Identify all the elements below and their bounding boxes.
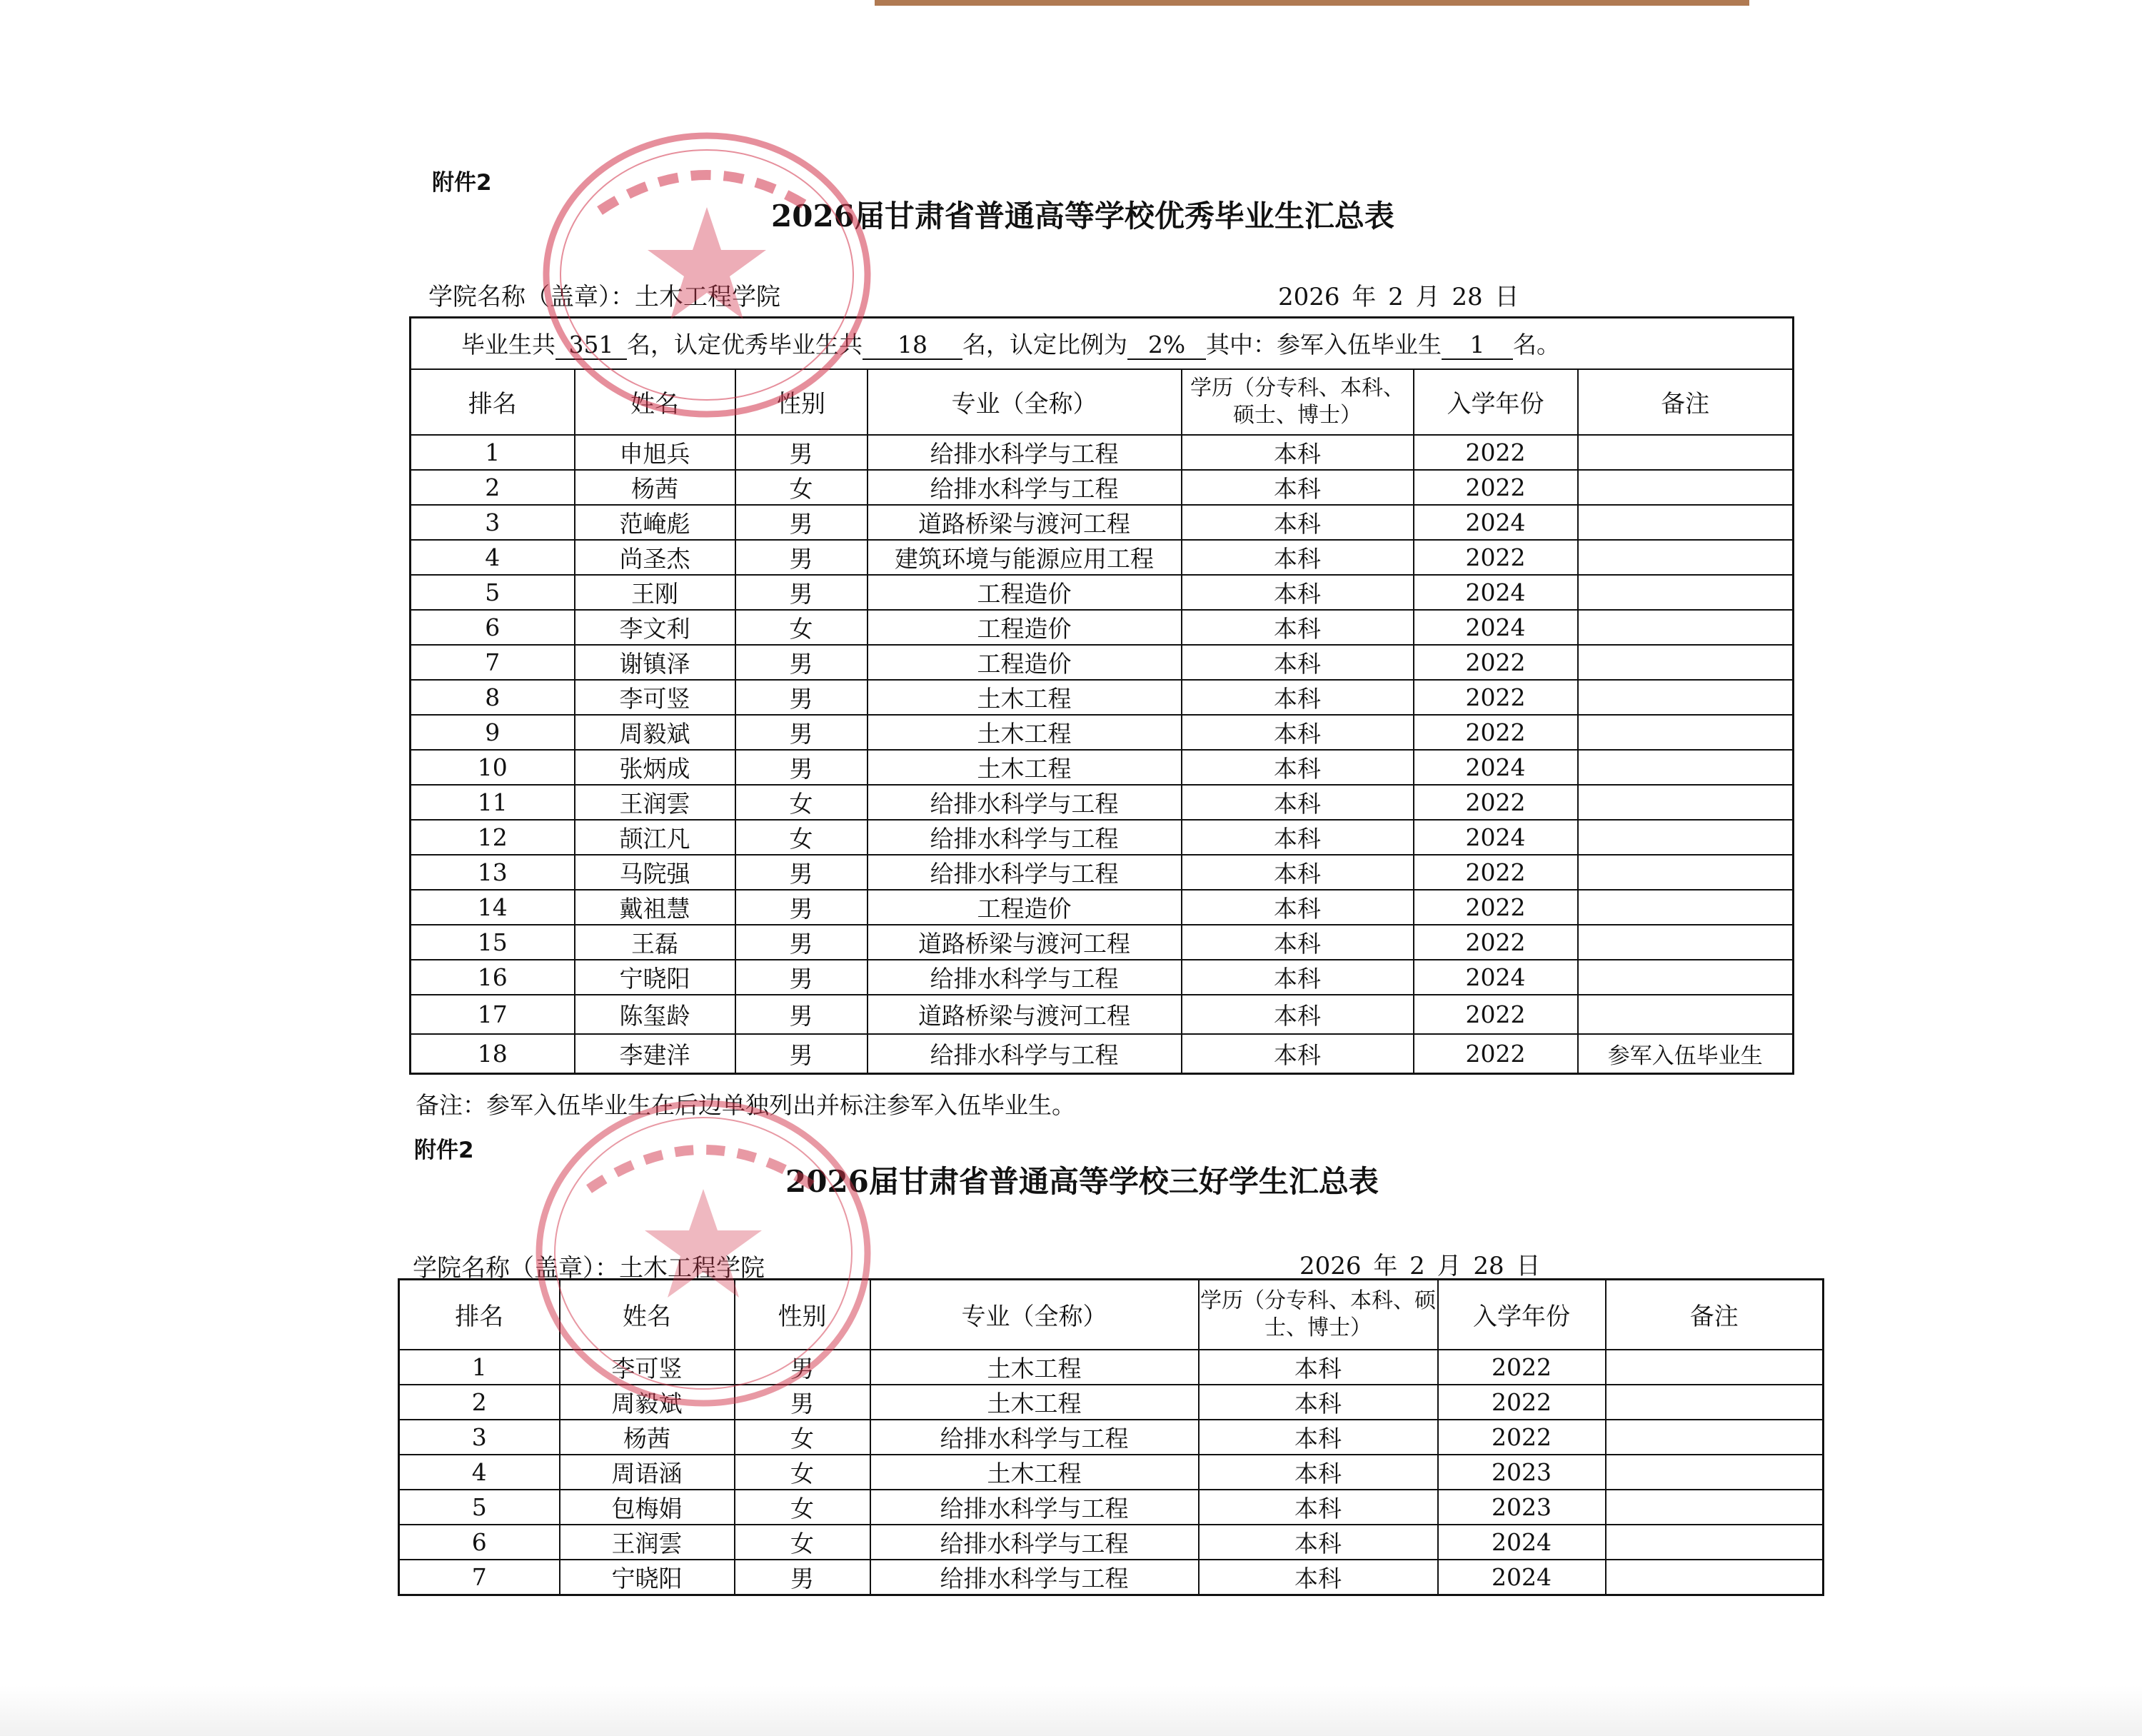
cell-rank: 17 — [411, 995, 575, 1034]
header-row — [411, 369, 1794, 435]
header-name: 姓名 — [575, 369, 735, 435]
cell-degree: 本科 — [1182, 855, 1414, 890]
cell-remark — [1578, 680, 1794, 715]
cell-enroll-year: 2024 — [1438, 1525, 1606, 1560]
cell-enroll-year: 2022 — [1414, 540, 1578, 575]
cell-rank: 11 — [411, 785, 575, 820]
table-row — [399, 1350, 1824, 1385]
military-count: 1 — [1442, 331, 1513, 360]
doc1-college — [428, 277, 780, 312]
cell-student-name: 杨茜 — [575, 470, 735, 505]
cell-enroll-year: 2022 — [1414, 855, 1578, 890]
date-day: 28 — [1473, 1252, 1504, 1280]
table-row — [411, 505, 1794, 540]
cell-degree: 本科 — [1182, 960, 1414, 995]
cell-degree: 本科 — [1182, 645, 1414, 680]
cell-degree: 本科 — [1199, 1525, 1438, 1560]
cell-major: 给排水科学与工程 — [868, 435, 1182, 470]
date-day-unit: 日 — [1494, 283, 1519, 311]
cell-gender: 女 — [735, 1420, 870, 1455]
cell-gender: 男 — [735, 575, 868, 610]
cell-remark — [1578, 505, 1794, 540]
cell-major: 给排水科学与工程 — [870, 1420, 1199, 1455]
doc2-title: 2026届甘肃省普通高等学校三好学生汇总表 — [785, 1164, 1379, 1199]
table-row — [411, 575, 1794, 610]
cell-major: 工程造价 — [868, 575, 1182, 610]
cell-rank: 18 — [411, 1034, 575, 1074]
table-row — [411, 995, 1794, 1034]
summary-text: 毕业生共 — [461, 331, 555, 359]
cell-rank: 4 — [399, 1455, 560, 1490]
cell-rank: 15 — [411, 925, 575, 960]
cell-remark — [1606, 1490, 1824, 1525]
cell-major: 土木工程 — [868, 750, 1182, 785]
cell-rank: 4 — [411, 540, 575, 575]
cell-student-name: 范崦彪 — [575, 505, 735, 540]
cell-student-name: 李可竖 — [560, 1350, 735, 1385]
cell-enroll-year: 2022 — [1438, 1350, 1606, 1385]
cell-major: 给排水科学与工程 — [870, 1560, 1199, 1595]
cell-enroll-year: 2022 — [1414, 890, 1578, 925]
cell-major: 给排水科学与工程 — [868, 855, 1182, 890]
cell-rank: 1 — [411, 435, 575, 470]
cell-gender: 男 — [735, 540, 868, 575]
cell-rank: 12 — [411, 820, 575, 855]
cell-student-name: 王润雲 — [560, 1525, 735, 1560]
table-row — [411, 1034, 1794, 1074]
cell-gender: 女 — [735, 1455, 870, 1490]
cell-gender: 男 — [735, 1560, 870, 1595]
cell-remark — [1578, 890, 1794, 925]
cell-gender: 男 — [735, 435, 868, 470]
cell-rank: 2 — [399, 1385, 560, 1420]
cell-student-name: 宁晓阳 — [560, 1560, 735, 1595]
header-row — [399, 1280, 1824, 1350]
cell-rank: 7 — [411, 645, 575, 680]
cell-major: 土木工程 — [868, 715, 1182, 750]
table-row — [411, 540, 1794, 575]
cell-gender: 男 — [735, 1034, 868, 1074]
college-name: 土木工程学院 — [619, 1254, 765, 1283]
table-row — [411, 785, 1794, 820]
page-bottom-shadow — [0, 1685, 2142, 1736]
graduate-total: 351 — [555, 331, 627, 360]
table-row — [399, 1385, 1824, 1420]
table-row — [411, 680, 1794, 715]
date-month-unit: 月 — [1415, 283, 1440, 311]
cell-gender: 男 — [735, 750, 868, 785]
cell-major: 土木工程 — [870, 1385, 1199, 1420]
cell-rank: 6 — [399, 1525, 560, 1560]
header-year: 入学年份 — [1414, 369, 1578, 435]
summary-text: 名，认定优秀毕业生共 — [627, 331, 863, 359]
header-year: 入学年份 — [1438, 1280, 1606, 1350]
cell-student-name: 张炳成 — [575, 750, 735, 785]
cell-remark: 参军入伍毕业生 — [1578, 1034, 1794, 1074]
table-row — [399, 1490, 1824, 1525]
cell-gender: 男 — [735, 1385, 870, 1420]
table-row — [411, 610, 1794, 645]
cell-enroll-year: 2023 — [1438, 1455, 1606, 1490]
cell-enroll-year: 2022 — [1414, 925, 1578, 960]
doc2-date — [1299, 1246, 1541, 1281]
cell-major: 给排水科学与工程 — [868, 1034, 1182, 1074]
cell-enroll-year: 2022 — [1414, 680, 1578, 715]
cell-major: 给排水科学与工程 — [870, 1490, 1199, 1525]
cell-rank: 10 — [411, 750, 575, 785]
merit-students-table — [398, 1278, 1824, 1596]
header-degree: 学历（分专科、本科、硕士、博士） — [1199, 1280, 1438, 1350]
doc1-title: 2026届甘肃省普通高等学校优秀毕业生汇总表 — [771, 199, 1394, 234]
summary-cell — [411, 318, 1794, 369]
cell-remark — [1578, 645, 1794, 680]
cell-remark — [1578, 540, 1794, 575]
cell-remark — [1578, 925, 1794, 960]
header-name: 姓名 — [560, 1280, 735, 1350]
cell-major: 土木工程 — [868, 680, 1182, 715]
cell-enroll-year: 2024 — [1414, 960, 1578, 995]
table-row — [411, 645, 1794, 680]
cell-enroll-year: 2022 — [1414, 435, 1578, 470]
cell-student-name: 周毅斌 — [560, 1385, 735, 1420]
summary-text: 名，认定比例为 — [962, 331, 1127, 359]
college-label: 学院名称（盖章）： — [413, 1254, 619, 1283]
table-row — [411, 435, 1794, 470]
table-row — [399, 1420, 1824, 1455]
cell-gender: 女 — [735, 1490, 870, 1525]
cell-gender: 男 — [735, 715, 868, 750]
cell-major: 给排水科学与工程 — [868, 785, 1182, 820]
cell-degree: 本科 — [1199, 1350, 1438, 1385]
date-year-unit: 年 — [1352, 283, 1377, 311]
cell-degree: 本科 — [1199, 1455, 1438, 1490]
cell-remark — [1578, 820, 1794, 855]
cell-rank: 6 — [411, 610, 575, 645]
cell-rank: 16 — [411, 960, 575, 995]
cell-degree: 本科 — [1182, 925, 1414, 960]
cell-remark — [1578, 715, 1794, 750]
table-row — [399, 1560, 1824, 1595]
cell-gender: 男 — [735, 890, 868, 925]
doc1-footnote: 备注：参军入伍毕业生在后边单独列出并标注参军入伍毕业生。 — [416, 1091, 1075, 1119]
cell-student-name: 申旭兵 — [575, 435, 735, 470]
cell-major: 工程造价 — [868, 610, 1182, 645]
cell-gender: 女 — [735, 470, 868, 505]
cell-student-name: 李建洋 — [575, 1034, 735, 1074]
date-month: 2 — [1409, 1252, 1425, 1280]
cell-degree: 本科 — [1182, 540, 1414, 575]
cell-gender: 男 — [735, 960, 868, 995]
date-month-unit: 月 — [1437, 1252, 1462, 1280]
cell-major: 道路桥梁与渡河工程 — [868, 925, 1182, 960]
table-row — [399, 1455, 1824, 1490]
excellent-count: 18 — [863, 331, 962, 360]
cell-enroll-year: 2022 — [1414, 1034, 1578, 1074]
cell-major: 土木工程 — [870, 1350, 1199, 1385]
cell-enroll-year: 2024 — [1438, 1560, 1606, 1595]
cell-student-name: 李可竖 — [575, 680, 735, 715]
cell-major: 土木工程 — [870, 1455, 1199, 1490]
cell-degree: 本科 — [1182, 890, 1414, 925]
table-row — [399, 1525, 1824, 1560]
cell-degree: 本科 — [1199, 1420, 1438, 1455]
cell-remark — [1578, 750, 1794, 785]
cell-degree: 本科 — [1182, 470, 1414, 505]
cell-remark — [1606, 1385, 1824, 1420]
cell-remark — [1578, 995, 1794, 1034]
cell-enroll-year: 2022 — [1438, 1385, 1606, 1420]
date-month: 2 — [1388, 283, 1404, 311]
summary-text: 名。 — [1513, 331, 1560, 359]
cell-major: 给排水科学与工程 — [868, 960, 1182, 995]
cell-student-name: 谢镇泽 — [575, 645, 735, 680]
cell-major: 工程造价 — [868, 645, 1182, 680]
cell-gender: 男 — [735, 855, 868, 890]
date-year: 2026 — [1278, 283, 1340, 311]
cell-major: 道路桥梁与渡河工程 — [868, 995, 1182, 1034]
cell-rank: 8 — [411, 680, 575, 715]
cell-remark — [1606, 1350, 1824, 1385]
cell-remark — [1578, 855, 1794, 890]
table-row — [411, 820, 1794, 855]
cell-rank: 1 — [399, 1350, 560, 1385]
cell-enroll-year: 2023 — [1438, 1490, 1606, 1525]
cell-rank: 3 — [399, 1420, 560, 1455]
header-rank: 排名 — [399, 1280, 560, 1350]
cell-enroll-year: 2024 — [1414, 750, 1578, 785]
college-label: 学院名称（盖章）： — [428, 283, 635, 311]
cell-enroll-year: 2024 — [1414, 575, 1578, 610]
cell-degree: 本科 — [1182, 1034, 1414, 1074]
cell-student-name: 包梅娟 — [560, 1490, 735, 1525]
cell-gender: 男 — [735, 680, 868, 715]
cell-enroll-year: 2022 — [1414, 645, 1578, 680]
header-degree: 学历（分专科、本科、硕士、博士） — [1182, 369, 1414, 435]
cell-enroll-year: 2024 — [1414, 505, 1578, 540]
cell-gender: 女 — [735, 610, 868, 645]
header-major: 专业（全称） — [868, 369, 1182, 435]
summary-text: 其中：参军入伍毕业生 — [1206, 331, 1442, 359]
cell-student-name: 戴祖慧 — [575, 890, 735, 925]
cell-major: 给排水科学与工程 — [868, 820, 1182, 855]
date-day-unit: 日 — [1516, 1252, 1541, 1280]
header-remark: 备注 — [1606, 1280, 1824, 1350]
cell-degree: 本科 — [1182, 785, 1414, 820]
cell-rank: 5 — [411, 575, 575, 610]
cell-student-name: 周语涵 — [560, 1455, 735, 1490]
cell-degree: 本科 — [1182, 715, 1414, 750]
cell-remark — [1606, 1560, 1824, 1595]
cell-degree: 本科 — [1182, 435, 1414, 470]
table-row — [411, 960, 1794, 995]
cell-gender: 女 — [735, 1525, 870, 1560]
date-year-unit: 年 — [1373, 1252, 1398, 1280]
doc1-date — [1278, 277, 1519, 312]
header-remark: 备注 — [1578, 369, 1794, 435]
cell-major: 建筑环境与能源应用工程 — [868, 540, 1182, 575]
cell-gender: 男 — [735, 645, 868, 680]
cell-remark — [1606, 1455, 1824, 1490]
cell-major: 给排水科学与工程 — [870, 1525, 1199, 1560]
cell-enroll-year: 2022 — [1414, 785, 1578, 820]
cell-remark — [1578, 785, 1794, 820]
cell-major: 道路桥梁与渡河工程 — [868, 505, 1182, 540]
cell-rank: 2 — [411, 470, 575, 505]
cell-degree: 本科 — [1199, 1490, 1438, 1525]
cell-student-name: 王刚 — [575, 575, 735, 610]
table-row — [411, 890, 1794, 925]
cell-student-name: 尚圣杰 — [575, 540, 735, 575]
header-gender: 性别 — [735, 1280, 870, 1350]
cell-student-name: 马院强 — [575, 855, 735, 890]
cell-enroll-year: 2024 — [1414, 610, 1578, 645]
cell-gender: 男 — [735, 925, 868, 960]
cell-major: 工程造价 — [868, 890, 1182, 925]
cell-major: 给排水科学与工程 — [868, 470, 1182, 505]
cell-student-name: 杨茜 — [560, 1420, 735, 1455]
cell-enroll-year: 2022 — [1414, 715, 1578, 750]
cell-rank: 13 — [411, 855, 575, 890]
header-rank: 排名 — [411, 369, 575, 435]
college-name: 土木工程学院 — [635, 283, 780, 311]
cell-degree: 本科 — [1182, 995, 1414, 1034]
cell-degree: 本科 — [1182, 575, 1414, 610]
cell-degree: 本科 — [1182, 820, 1414, 855]
date-day: 28 — [1452, 283, 1483, 311]
cell-enroll-year: 2022 — [1438, 1420, 1606, 1455]
cell-gender: 男 — [735, 1350, 870, 1385]
cell-student-name: 宁晓阳 — [575, 960, 735, 995]
cell-remark — [1606, 1525, 1824, 1560]
top-edge-strip — [875, 0, 1749, 6]
cell-rank: 14 — [411, 890, 575, 925]
cell-remark — [1578, 960, 1794, 995]
table-row — [411, 470, 1794, 505]
cell-remark — [1578, 470, 1794, 505]
excellent-graduates-table — [409, 316, 1794, 1075]
cell-student-name: 王磊 — [575, 925, 735, 960]
header-gender: 性别 — [735, 369, 868, 435]
attachment-label-2: 附件2 — [414, 1138, 474, 1163]
cell-gender: 女 — [735, 785, 868, 820]
cell-degree: 本科 — [1182, 680, 1414, 715]
cell-enroll-year: 2022 — [1414, 470, 1578, 505]
cell-remark — [1578, 610, 1794, 645]
cell-gender: 男 — [735, 505, 868, 540]
cell-student-name: 李文利 — [575, 610, 735, 645]
summary-row — [411, 318, 1794, 369]
table-row — [411, 925, 1794, 960]
cell-student-name: 王润雲 — [575, 785, 735, 820]
table-row — [411, 715, 1794, 750]
cell-remark — [1606, 1420, 1824, 1455]
cell-degree: 本科 — [1199, 1560, 1438, 1595]
cell-gender: 女 — [735, 820, 868, 855]
date-year: 2026 — [1299, 1252, 1362, 1280]
cell-enroll-year: 2024 — [1414, 820, 1578, 855]
table-row — [411, 855, 1794, 890]
cell-rank: 5 — [399, 1490, 560, 1525]
cell-rank: 3 — [411, 505, 575, 540]
cell-student-name: 颉江凡 — [575, 820, 735, 855]
cell-enroll-year: 2022 — [1414, 995, 1578, 1034]
header-major: 专业（全称） — [870, 1280, 1199, 1350]
table-row — [411, 750, 1794, 785]
cell-remark — [1578, 575, 1794, 610]
cell-degree: 本科 — [1199, 1385, 1438, 1420]
attachment-label-1: 附件2 — [432, 170, 492, 196]
cell-rank: 9 — [411, 715, 575, 750]
cell-remark — [1578, 435, 1794, 470]
cell-degree: 本科 — [1182, 610, 1414, 645]
excellent-ratio: 2% — [1127, 331, 1206, 360]
cell-degree: 本科 — [1182, 505, 1414, 540]
cell-degree: 本科 — [1182, 750, 1414, 785]
cell-student-name: 周毅斌 — [575, 715, 735, 750]
cell-rank: 7 — [399, 1560, 560, 1595]
cell-student-name: 陈玺龄 — [575, 995, 735, 1034]
cell-gender: 男 — [735, 995, 868, 1034]
